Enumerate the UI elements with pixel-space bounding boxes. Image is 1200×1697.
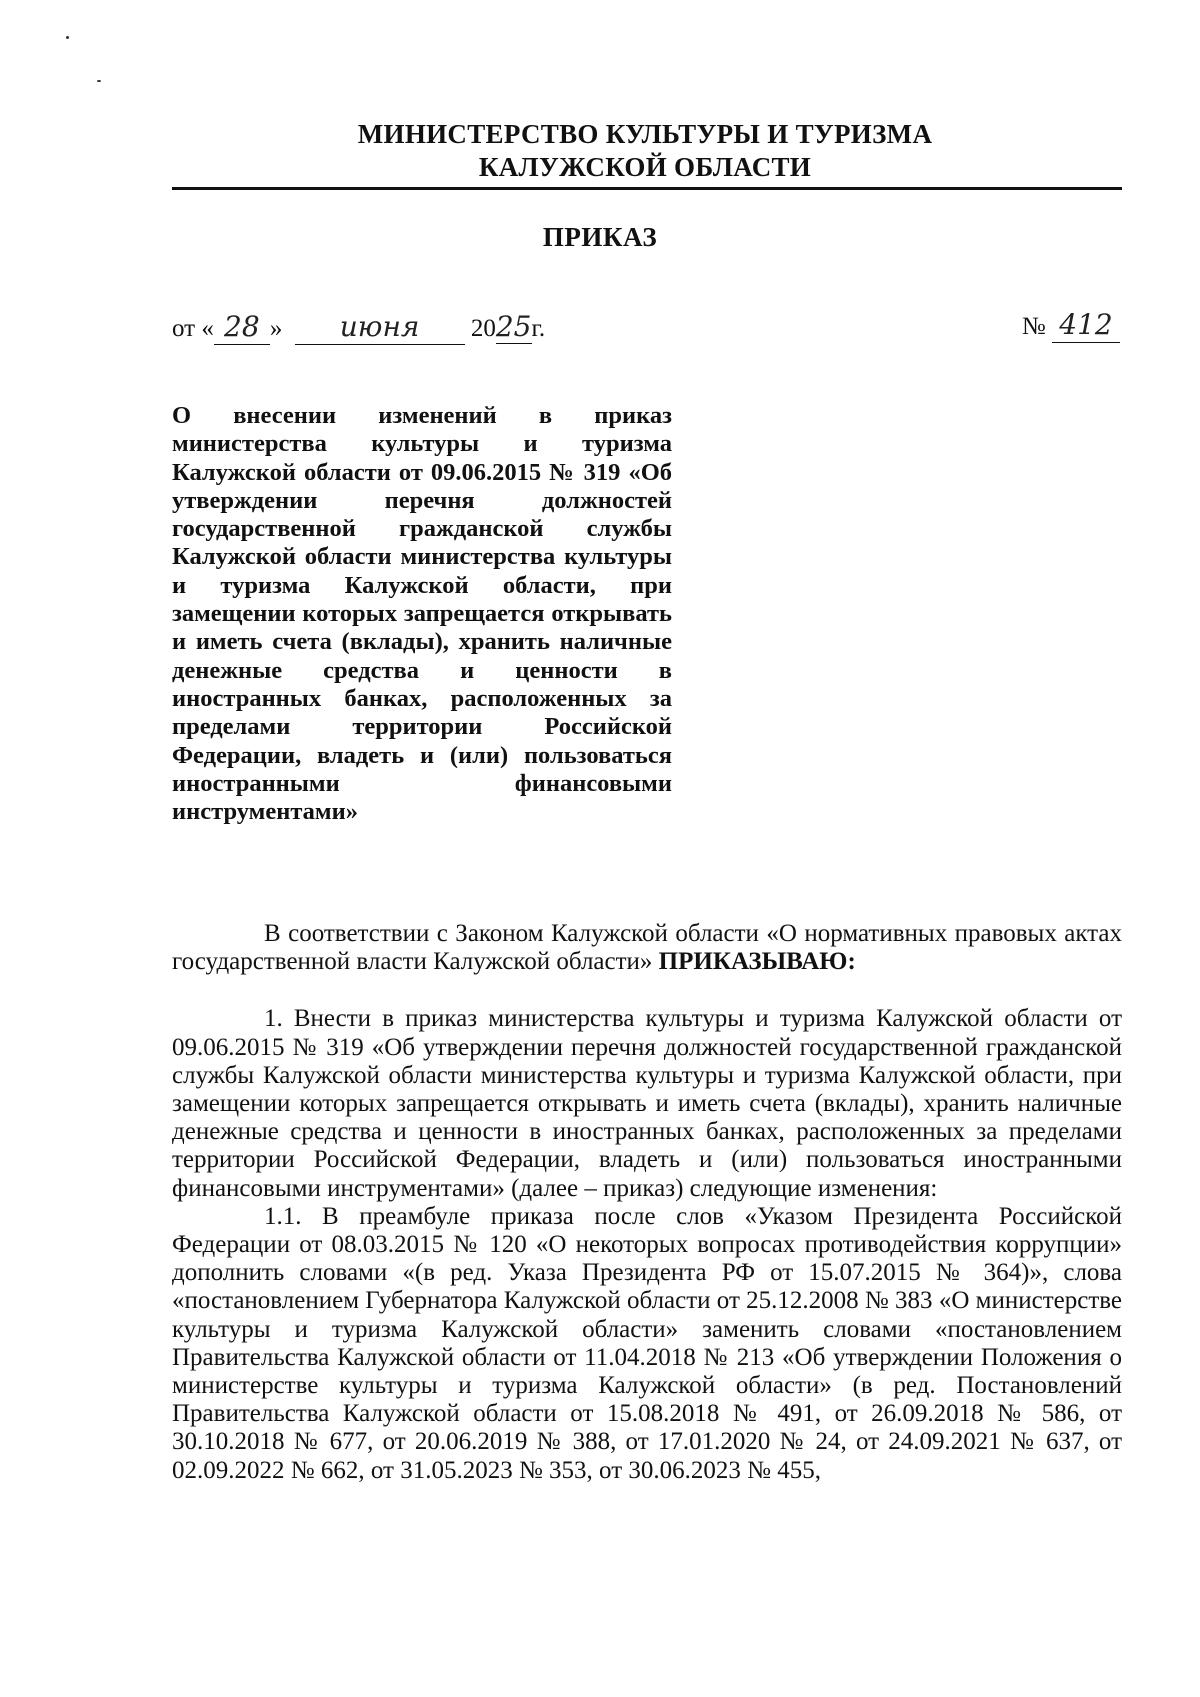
date-prefix: от « [172, 315, 214, 342]
date-day: 28 [224, 310, 260, 343]
order-date [172, 310, 545, 345]
date-year-hand: 25 [495, 310, 532, 343]
item-1: 1. Внести в приказ министерства культуры и туризма Калужской области от 09.06.2015 № 319 «Об утверждении перечня должностей государственной гражданской службы Калужской области министерства культуры и туризма Калужской области, при замещении которых запрещается открывать и иметь счета (вклады), хранить наличные денежные средства и ценности в иностранных банках, расположенных за пределами территории Российской Федерации, владеть и (или) пользоваться иностранными финансовыми инструментами» (далее – приказ) следующие изменения: [172, 1005, 1122, 1202]
document-title: ПРИКАЗ [542, 222, 658, 252]
date-day-field [214, 312, 270, 345]
number-field [1052, 310, 1120, 343]
date-suffix: г. [531, 315, 546, 342]
date-month-field [295, 312, 465, 345]
intro-paragraph [172, 920, 1122, 976]
date-month: июня [339, 310, 420, 343]
date-mid: » [269, 315, 283, 342]
intro-command: ПРИКАЗЫВАЮ: [658, 948, 856, 976]
order-body [172, 920, 1122, 1485]
ministry-header [170, 118, 1120, 184]
date-year-prefix: 20 [470, 315, 496, 342]
scan-speck [97, 80, 101, 82]
intro-text: В соответствии с Законом Калужской области «О нормативных правовых актах государственной власти Калужской области» [172, 920, 1122, 976]
number-value: 412 [1059, 308, 1113, 341]
number-prefix: № [1021, 313, 1046, 340]
header-rule [172, 187, 1122, 190]
order-number [1022, 310, 1120, 343]
ministry-name-line2: КАЛУЖСКОЙ ОБЛАСТИ [478, 152, 812, 182]
order-subject: О внесении изменений в приказ министерства культуры и туризма Калужской области от 09.06.2015 № 319 «Об утверждении перечня должностей государственной гражданской службы Калужской области министерства культуры и туризма Калужской области, при замещении которых запрещается открывать и иметь счета (вклады), хранить наличные денежные средства и ценности в иностранных банках, расположенных за пределами территории Российской Федерации, владеть и (или) пользоваться иностранными финансовыми инструментами» [172, 402, 672, 826]
item-1-1: 1.1. В преамбуле приказа после слов «Указом Президента Российской Федерации от 08.03.2015 № 120 «О некоторых вопросах противодействия коррупции» дополнить словами «(в ред. Указа Президента РФ от 15.07.2015 № 364)», слова «постановлением Губернатора Калужской области от 25.12.2008 № 383 «О министерстве культуры и туризма Калужской области» заменить словами «постановлением Правительства Калужской области от 11.04.2018 № 213 «Об утверждении Положения о министерстве культуры и туризма Калужской области» (в ред. Постановлений Правительства Калужской области от 15.08.2018 № 491, от 26.09.2018 № 586, от 30.10.2018 № 677, от 20.06.2019 № 388, от 17.01.2020 № 24, от 24.09.2021 № 637, от 02.09.2022 № 662, от 31.05.2023 № 353, от 30.06.2023 № 455, [172, 1202, 1122, 1484]
ministry-name-line1: МИНИСТЕРСТВО КУЛЬТУРЫ И ТУРИЗМА [357, 119, 933, 149]
scan-speck [66, 36, 69, 39]
